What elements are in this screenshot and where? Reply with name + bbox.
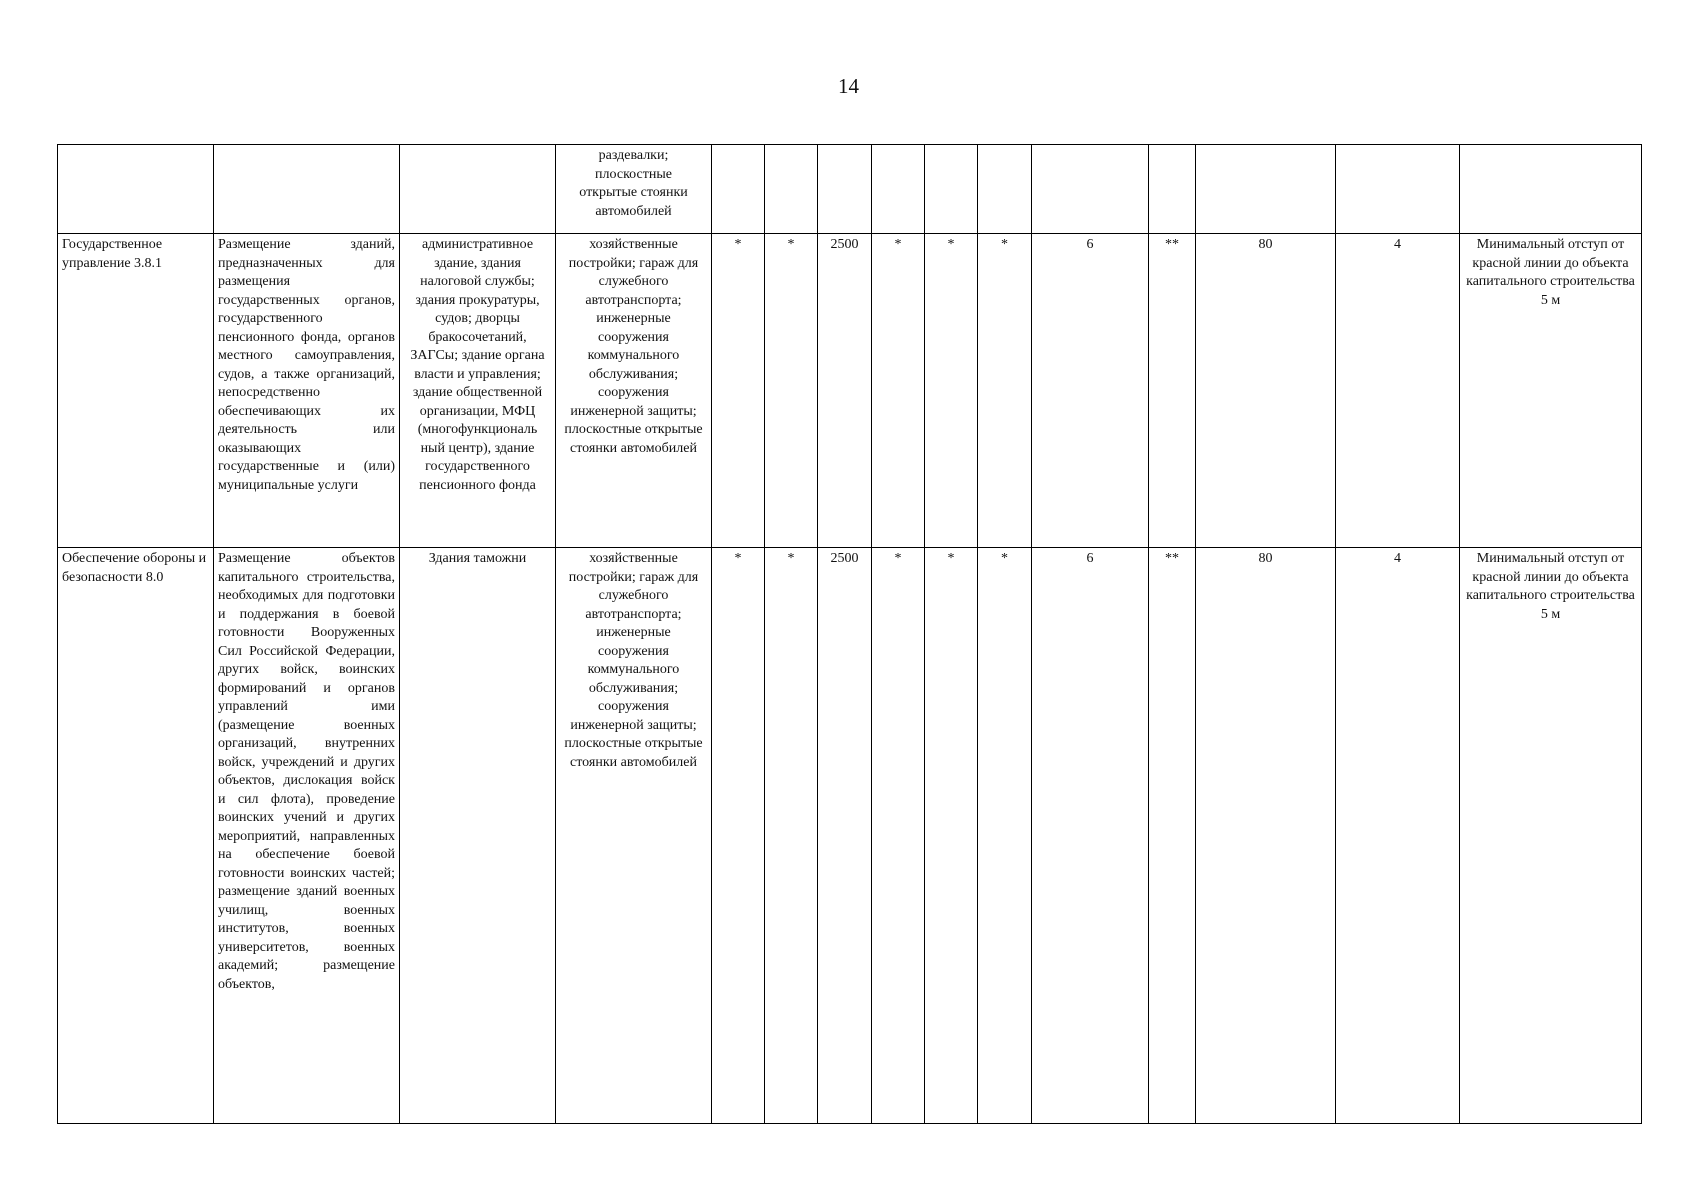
value-cell: * (925, 548, 978, 1124)
table-row (58, 548, 1642, 1124)
main-objects-cell: Здания таможни (400, 548, 556, 1124)
value-cell (1196, 145, 1336, 234)
value-cell: * (765, 234, 818, 548)
note-cell: Минимальный отступ от красной линии до объекта капитального строительства 5 м (1460, 548, 1642, 1124)
value-cell (1149, 145, 1196, 234)
description-cell (214, 145, 400, 234)
note-cell (1460, 145, 1642, 234)
value-cell: 80 (1196, 234, 1336, 548)
value-cell: * (925, 234, 978, 548)
use-type-cell: Государственное управление 3.8.1 (58, 234, 214, 548)
description-cell: Размещение объектов капитального строительства, необходимых для подготовки и поддержания в боевой готовности Вооруженных Сил Российской Федерации, других войск, воинских формирований и органов управлений ими (размещение военных организаций, внутренних войск, учреждений и других объектов, дислокация войск и сил флота), проведение воинских учений и других мероприятий, направленных на обеспечение боевой готовности воинских частей; размещение зданий военных училищ, военных институтов, военных университетов, военных академий; размещение объектов, (214, 548, 400, 1124)
value-cell: * (978, 548, 1032, 1124)
value-cell (978, 145, 1032, 234)
use-type-cell: Обеспечение обороны и безопасности 8.0 (58, 548, 214, 1124)
zoning-regulations-table (57, 144, 1642, 1124)
auxiliary-objects-cell: хозяйственные постройки; гараж для служебного автотранспорта; инженерные сооружения коммунального обслуживания; сооружения инженерной защиты; плоскостные открытые стоянки автомобилей (556, 548, 712, 1124)
value-cell (872, 145, 925, 234)
value-cell: 2500 (818, 548, 872, 1124)
page-number: 14 (838, 74, 859, 98)
auxiliary-objects-cell: раздевалки; плоскостные открытые стоянки автомобилей (556, 145, 712, 234)
value-cell (818, 145, 872, 234)
use-type-cell (58, 145, 214, 234)
value-cell (1336, 145, 1460, 234)
value-cell (1032, 145, 1149, 234)
value-cell: 6 (1032, 234, 1149, 548)
auxiliary-objects-cell: хозяйственные постройки; гараж для служебного автотранспорта; инженерные сооружения коммунального обслуживания; сооружения инженерной защиты; плоскостные открытые стоянки автомобилей (556, 234, 712, 548)
note-cell: Минимальный отступ от красной линии до объекта капитального строительства 5 м (1460, 234, 1642, 548)
value-cell: * (978, 234, 1032, 548)
value-cell (765, 145, 818, 234)
value-cell: ** (1149, 234, 1196, 548)
value-cell: 80 (1196, 548, 1336, 1124)
main-objects-cell (400, 145, 556, 234)
description-cell: Размещение зданий, предназначенных для размещения государственных органов, государственного пенсионного фонда, органов местного самоуправления, судов, а также организаций, непосредственно обеспечивающих их деятельность или оказывающих государственные и (или) муниципальные услуги (214, 234, 400, 548)
value-cell (712, 145, 765, 234)
value-cell: * (712, 548, 765, 1124)
value-cell: * (872, 234, 925, 548)
table-row (58, 234, 1642, 548)
value-cell: * (712, 234, 765, 548)
value-cell: 4 (1336, 234, 1460, 548)
value-cell: * (765, 548, 818, 1124)
value-cell: 2500 (818, 234, 872, 548)
value-cell: ** (1149, 548, 1196, 1124)
main-objects-cell: административное здание, здания налоговой службы; здания прокуратуры, судов; дворцы бракосочетаний, ЗАГСы; здание органа власти и управления; здание общественной организации, МФЦ (многофункциональ ный центр), здание государственного пенсионного фонда (400, 234, 556, 548)
value-cell: 4 (1336, 548, 1460, 1124)
value-cell: * (872, 548, 925, 1124)
value-cell: 6 (1032, 548, 1149, 1124)
table-row (58, 145, 1642, 234)
value-cell (925, 145, 978, 234)
